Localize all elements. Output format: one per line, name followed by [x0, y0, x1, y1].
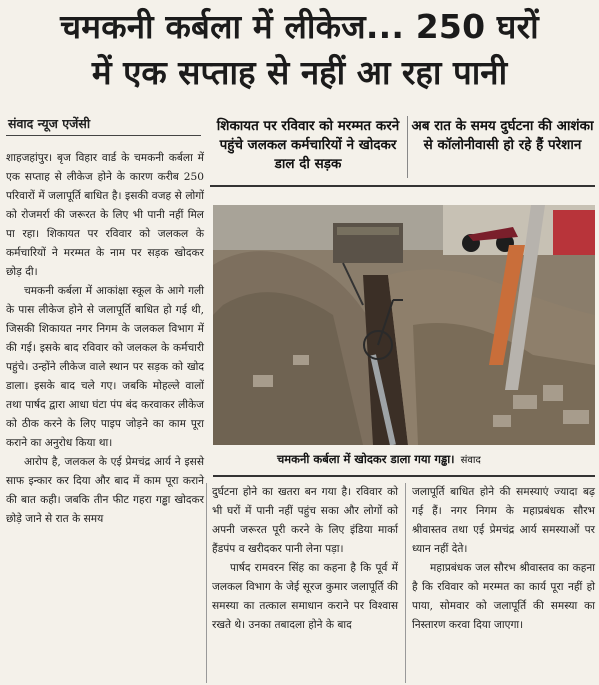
paragraph: आरोप है, जलकल के एई प्रेमचंद्र आर्य ने इससे साफ इन्कार कर दिया और बाद में काम पूरा कराने की बात कही। जबकि तीन फीट गहरा गड्ढा खोदकर छोड़े जाने से रात के समय: [6, 456, 204, 525]
headline-line-1: चमकनी कर्बला में लीकेज... 250 घरों: [60, 7, 539, 46]
headline-line-2: में एक सप्ताह से नहीं आ रहा पानी: [91, 53, 508, 92]
paragraph: जलापूर्ति बाधित होने की समस्याएं ज्यादा बढ़ गई हैं। नगर निगम के महाप्रबंधक सौरभ श्रीवास्तव तथा एई प्रेमचंद्र आर्य समस्याओं पर ध्यान नहीं देते।: [412, 486, 595, 555]
column-rule: [206, 483, 207, 683]
subheading-separator: [407, 116, 408, 178]
subheading-right: अब रात के समय दुर्घटना की आशंका से कॉलोनीवासी हो रहे हैं परेशान: [411, 118, 594, 153]
subheading-left: शिकायत पर रविवार को मरम्मत करने पहुंचे जलकल कर्मचारियों ने खोदकर डाल दी सड़क: [216, 118, 400, 172]
trench-photo-illustration: [213, 205, 595, 445]
paragraph: पार्षद रामवरन सिंह का कहना है कि पूर्व में जलकल विभाग के जेई सूरज कुमार जलापूर्ति की समस्या का तत्काल समाधान कराने पर विश्वास रखते थे। उनका तबादला होने के बाद: [212, 562, 398, 631]
paragraph: चमकनी कर्बला में आकांक्षा स्कूल के आगे गली के पास लीकेज होने से जलापूर्ति बाधित हो गई थी, जिसकी शिकायत नगर निगम के जलकल विभाग में की गई। इसके बाद रविवार को जलकल के कर्मचारी पहुंचे। उन्होंने लीकेज वाले स्थान पर सड़क को खोद डाला। इसके बाद चले गए। जबकि मोहल्ले वालों तथा पार्षद द्वारा आधा घंटा पंप बंद करवाकर लीकेज को ठीक करने के लिए पाइप जोड़ने का काम पूरा कराने का अनुरोध किया था।: [6, 285, 204, 449]
article-column-3: [412, 483, 595, 635]
caption-credit: संवाद: [460, 455, 481, 466]
photo-caption: [213, 448, 595, 472]
paragraph: महाप्रबंधक जल सौरभ श्रीवास्तव का कहना है कि रविवार को मरम्मत का कार्य पूरा नहीं हो पाया, सोमवार को जलापूर्ति की समस्या का निस्तारण करवा दिया जाएगा।: [412, 562, 595, 631]
byline: संवाद न्यूज एजेंसी: [8, 116, 91, 131]
column-rule: [405, 483, 406, 683]
caption-divider: [213, 475, 595, 477]
subheading-divider: [210, 185, 595, 187]
headline: [0, 4, 599, 96]
article-column-2: [212, 483, 398, 635]
caption-text: चमकनी कर्बला में खोदकर डाला गया गड्ढा।: [277, 452, 455, 466]
news-photo: [213, 205, 595, 445]
article-column-1: [6, 149, 204, 529]
paragraph: शाहजहांपुर। बृज विहार वार्ड के चमकनी कर्बला में एक सप्ताह से लीकेज होने के कारण करीब 250 परिवारों में जलापूर्ति बाधित है। इसकी वजह से लोगों को रोजमर्रा की जरूरत के लिए भी पानी नहीं मिल पा रहा। शिकायत पर रविवार को जलकल के कर्मचारियों ने मरम्मत के नाम पर सड़क खोदकर छोड़ दी।: [6, 152, 204, 278]
byline-divider: [6, 135, 201, 136]
paragraph: दुर्घटना होने का खतरा बन गया है। रविवार को भी घरों में पानी नहीं पहुंच सका और लोगों को अपनी जरूरत पूरी करने के लिए इंडिया मार्का हैंडपंप व खरीदकर पानी लेना पड़ा।: [212, 486, 398, 555]
